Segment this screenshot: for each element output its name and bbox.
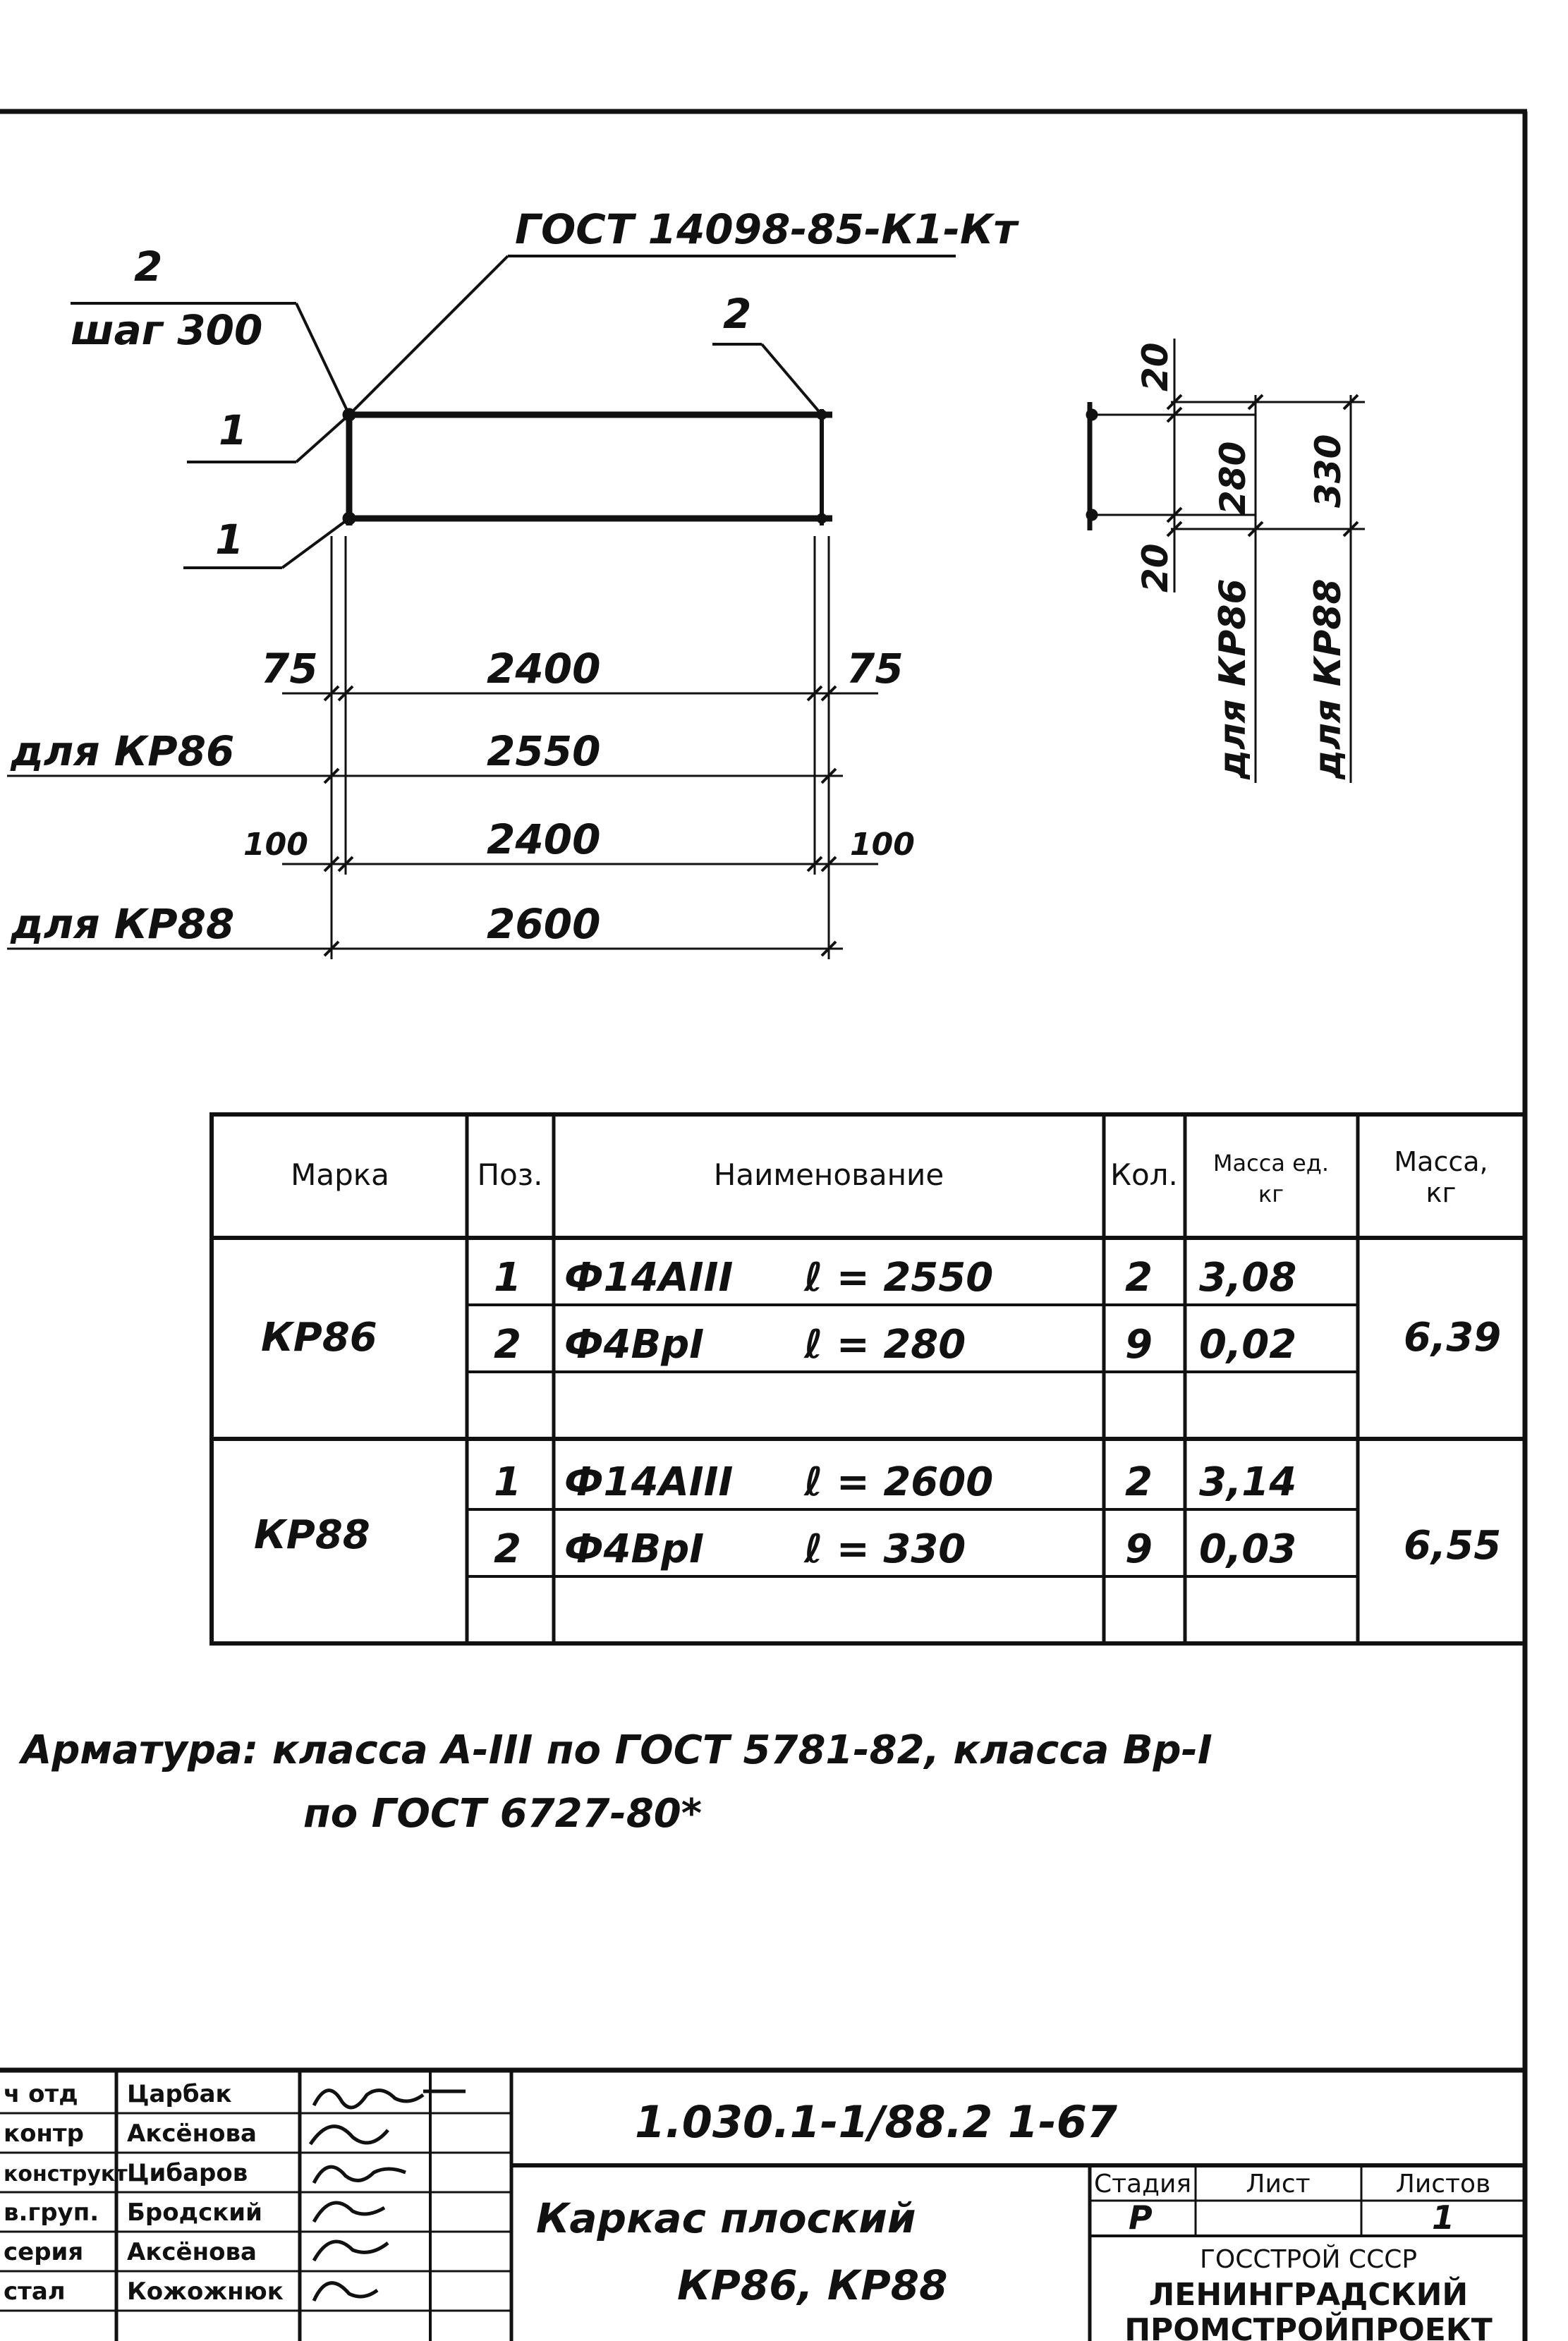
dim-100-right: 100	[850, 827, 915, 863]
org-line-2: ЛЕНИНГРАДСКИЙ	[1148, 2277, 1469, 2313]
row-name: Ф4ВрI	[564, 1526, 705, 1572]
header-name: Наименование	[713, 1157, 944, 1192]
name: Царбак	[127, 2080, 232, 2108]
dim-75-left: 75	[261, 645, 318, 693]
row-length: ℓ = 2550	[804, 1255, 994, 1301]
row-unit-mass: 3,08	[1199, 1255, 1297, 1301]
note-line-1: Арматура: класса А-III по ГОСТ 5781-82, класса Вр-I	[21, 1727, 1213, 1773]
header-mass: Масса, кг	[1394, 1146, 1488, 1208]
drawing-title-line-2: КР86, КР88	[677, 2261, 948, 2309]
sheets-value: 1	[1432, 2199, 1455, 2237]
role: контр	[4, 2120, 84, 2148]
row-unit-mass: 3,14	[1199, 1459, 1297, 1505]
org-line-3: ПРОМСТРОЙПРОЕКТ	[1124, 2312, 1493, 2341]
group-kr86-mark: КР86	[261, 1315, 377, 1361]
name: Цибаров	[127, 2159, 248, 2187]
name: Аксёнова	[127, 2238, 257, 2266]
row-length: ℓ = 280	[804, 1322, 966, 1368]
role: ч отд	[4, 2080, 78, 2108]
section-for-kr88: для КР88	[1307, 578, 1349, 779]
dim-2550: 2550	[487, 727, 601, 775]
org-line-1: ГОССТРОЙ СССР	[1199, 2245, 1418, 2274]
dim-2400-b: 2400	[487, 815, 601, 863]
position-1-top: 1	[219, 406, 248, 454]
row-unit-mass: 0,03	[1199, 1526, 1297, 1572]
dim-100-left: 100	[243, 827, 308, 863]
section-dim-280: 280	[1213, 441, 1253, 515]
dim-2600: 2600	[487, 900, 601, 948]
row-pos: 2	[494, 1526, 521, 1572]
stage-value: Р	[1129, 2199, 1153, 2237]
role: в.груп.	[4, 2199, 99, 2227]
group-kr88-total: 6,55	[1404, 1523, 1502, 1569]
header-mark: Марка	[291, 1157, 389, 1192]
row-qty: 2	[1125, 1255, 1153, 1301]
sheets-label: Листов	[1395, 2170, 1491, 2199]
row-pos: 1	[494, 1459, 521, 1505]
row-unit-mass: 0,02	[1199, 1322, 1297, 1368]
pitch-label: шаг 300	[71, 306, 263, 354]
row-name: Ф14АIII	[564, 1255, 734, 1301]
row-length: ℓ = 330	[804, 1526, 966, 1572]
role: серия	[4, 2238, 84, 2266]
row-qty: 9	[1125, 1322, 1153, 1368]
row-length: ℓ = 2600	[804, 1459, 994, 1505]
group-kr86-total: 6,39	[1404, 1315, 1502, 1361]
pitch-position: 2	[134, 243, 163, 291]
for-kr88: для КР88	[11, 900, 235, 948]
frame-elevation	[7, 256, 956, 959]
position-1-bottom: 1	[215, 516, 244, 564]
section-dim-20-bottom: 20	[1135, 543, 1176, 592]
signatures	[310, 2091, 466, 2301]
name: Аксёнова	[127, 2120, 257, 2148]
row-qty: 9	[1125, 1526, 1153, 1572]
role: конструкт.	[4, 2162, 136, 2187]
sheet-label: Лист	[1246, 2170, 1311, 2199]
group-kr88-mark: КР88	[254, 1512, 370, 1558]
dim-75-right: 75	[846, 645, 904, 693]
section-dim-330: 330	[1308, 434, 1349, 508]
row-name: Ф4ВрI	[564, 1322, 705, 1368]
row-pos: 2	[494, 1322, 521, 1368]
gost-callout: ГОСТ 14098-85-К1-Кт	[515, 205, 1018, 253]
header-unit-mass: Масса ед. кг	[1213, 1150, 1330, 1208]
role: стал	[4, 2278, 66, 2306]
name: Бродский	[127, 2199, 262, 2227]
dim-2400-a: 2400	[487, 645, 601, 693]
section-dim-20-top: 20	[1135, 342, 1176, 391]
document-code: 1.030.1-1/88.2 1-67	[635, 2096, 1118, 2148]
name: Кожожнюк	[127, 2278, 284, 2306]
header-pos: Поз.	[477, 1157, 543, 1192]
header-qty: Кол.	[1110, 1157, 1178, 1192]
drawing-title-line-1: Каркас плоский	[536, 2194, 916, 2242]
for-kr86: для КР86	[11, 727, 235, 775]
stage-label: Стадия	[1093, 2170, 1192, 2199]
position-2-right: 2	[723, 290, 752, 338]
row-pos: 1	[494, 1255, 521, 1301]
note-line-2: по ГОСТ 6727-80*	[303, 1791, 703, 1837]
section-for-kr86: для КР86	[1212, 578, 1254, 779]
row-qty: 2	[1125, 1459, 1153, 1505]
row-name: Ф14АIII	[564, 1459, 734, 1505]
